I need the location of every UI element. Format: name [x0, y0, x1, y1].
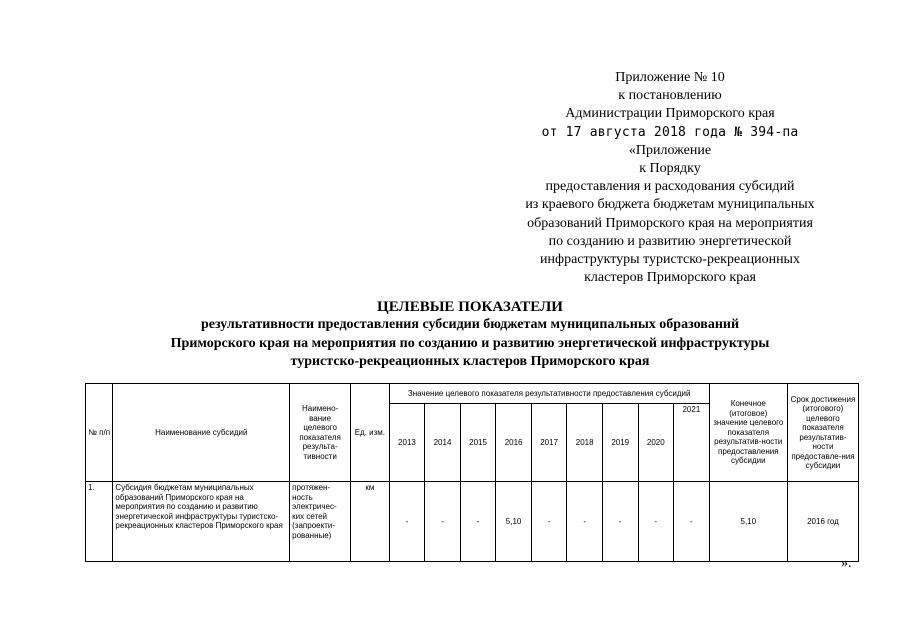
title-line: туристско-рекреационных кластеров Приморского края	[290, 354, 650, 370]
appendix-line: «Приложение	[628, 142, 712, 158]
appendix-line: предоставления и расходования субсидий	[545, 179, 795, 195]
year-header: 2014	[425, 404, 461, 482]
header-name: Наименование субсидий	[113, 384, 290, 482]
row-value: 5,10	[496, 482, 532, 562]
row-value: -	[638, 482, 674, 562]
row-value: -	[389, 482, 425, 562]
row-value: -	[531, 482, 567, 562]
row-deadline: 2016 год	[787, 482, 858, 562]
appendix-line: по созданию и развитию энергетической	[548, 233, 792, 249]
row-value: -	[460, 482, 496, 562]
header-indicator: Наимено-вание целевого показателя результа-тивности	[290, 384, 351, 482]
appendix-date-line: от 17 августа 2018 года № 394-па	[541, 124, 799, 140]
row-value: -	[602, 482, 638, 562]
appendix-line: к Порядку	[639, 161, 701, 177]
year-header: 2018	[567, 404, 603, 482]
row-name: Субсидия бюджетам муниципальных образований Приморского края на мероприятия по созданию и развитию энергетической инфраструктуры туристско-рекреационных кластеров Приморского края	[113, 482, 290, 562]
appendix-line: образований Приморского края на мероприятия	[527, 215, 813, 231]
header-row-group	[86, 384, 859, 404]
title-main: ЦЕЛЕВЫЕ ПОКАЗАТЕЛИ	[377, 299, 563, 315]
appendix-line: Приложение № 10	[615, 70, 725, 85]
year-header: 2016	[496, 404, 532, 482]
header-values-group: Значение целевого показателя результативности предоставления субсидий	[389, 384, 709, 404]
row-value: -	[674, 482, 710, 562]
header-unit: Ед. изм.	[351, 384, 390, 482]
year-header: 2019	[602, 404, 638, 482]
header-final: Конечное (итоговое) значение целевого показателя результатив-ности предоставления субсидии	[709, 384, 787, 482]
row-unit: км	[351, 482, 390, 562]
title-line: Приморского края на мероприятия по созданию и развитию энергетической инфраструктуры	[170, 335, 770, 351]
row-indicator: протяжен-ность электричес-ких сетей (запроекти-рованные)	[290, 482, 351, 562]
appendix-line: из краевого бюджета бюджетам муниципальных	[525, 197, 815, 213]
row-num: 1.	[86, 482, 113, 562]
year-header: 2015	[460, 404, 496, 482]
row-value: -	[567, 482, 603, 562]
year-header: 2020	[638, 404, 674, 482]
header-num: № п/п	[86, 384, 113, 482]
document-title	[80, 298, 860, 372]
year-header: 2021	[674, 404, 710, 482]
year-header: 2017	[531, 404, 567, 482]
indicators-table	[85, 383, 859, 562]
appendix-line: инфраструктуры туристско-рекреационных	[540, 252, 800, 268]
closing-quote: ».	[841, 556, 852, 571]
row-final: 5,10	[709, 482, 787, 562]
appendix-line: к постановлению	[618, 88, 722, 104]
table-row	[86, 482, 859, 562]
row-value: -	[425, 482, 461, 562]
header-deadline: Срок достижения (итогового) целевого показателя результатив-ности предоставле-ния субсидии	[787, 384, 858, 482]
appendix-header	[470, 69, 870, 287]
appendix-line: Администрации Приморского края	[565, 106, 775, 122]
year-header: 2013	[389, 404, 425, 482]
title-line: результативности предоставления субсидии бюджетам муниципальных образований	[200, 317, 740, 333]
appendix-line: кластеров Приморского края	[584, 270, 756, 286]
